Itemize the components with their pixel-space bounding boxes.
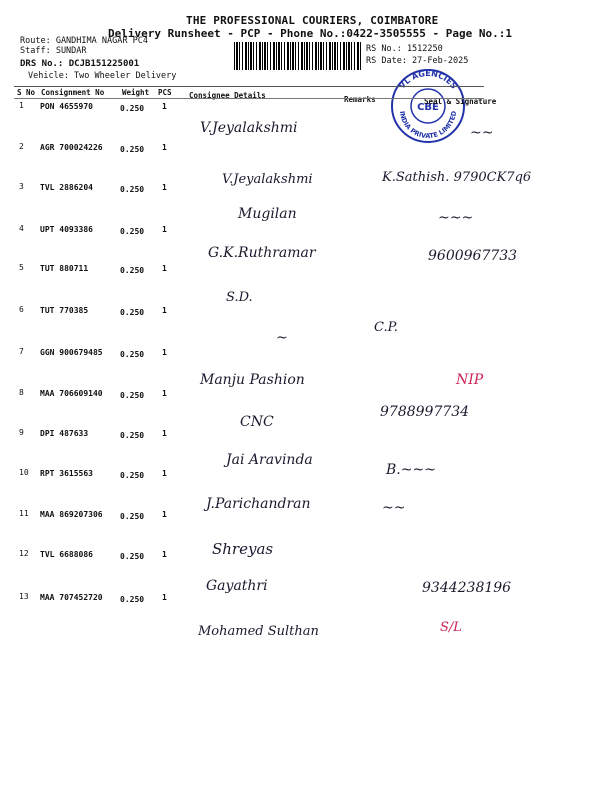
vehicle-label: Vehicle: Two Wheeler Delivery <box>28 71 177 81</box>
header-rule-top <box>14 86 484 87</box>
row-consignee-handwriting: Manju Pashion <box>200 372 305 388</box>
row-pcs: 1 <box>162 469 167 478</box>
col-seal: Seal & Signature <box>424 97 497 106</box>
row-sno: 5 <box>19 263 24 272</box>
row-consignment-no: AGR 700024226 <box>40 143 103 152</box>
row-weight: 0.250 <box>120 595 145 604</box>
row-signature-handwriting: ~~~ <box>438 210 474 226</box>
row-weight: 0.250 <box>120 552 145 561</box>
row-consignment-no: RPT 3615563 <box>40 469 93 478</box>
row-sno: 9 <box>19 428 24 437</box>
row-signature-handwriting: K.Sathish. 9790CK7q6 <box>382 170 532 185</box>
row-sno: 11 <box>19 509 29 518</box>
row-consignment-no: MAA 707452720 <box>40 593 103 602</box>
barcode-image <box>234 42 362 70</box>
row-pcs: 1 <box>162 102 167 111</box>
row-weight: 0.250 <box>120 104 145 113</box>
row-signature-handwriting: NIP <box>456 372 484 388</box>
row-signature-handwriting: 9600967733 <box>428 248 518 264</box>
row-consignee-handwriting: Mugilan <box>238 206 297 222</box>
row-sno: 7 <box>19 347 24 356</box>
row-signature-handwriting: 9788997734 <box>380 404 470 420</box>
stamp-center-text: CBE <box>417 102 439 113</box>
row-consignee-handwriting: V.Jeyalakshmi <box>200 120 298 136</box>
row-consignee-handwriting: Mohamed Sulthan <box>198 624 319 639</box>
col-pcs: PCS <box>158 88 172 97</box>
row-consignment-no: DPI 487633 <box>40 429 89 438</box>
row-consignment-no: TVL 6688086 <box>40 550 93 559</box>
row-signature-handwriting: B.~~~ <box>386 462 436 478</box>
col-sno: S No <box>17 88 36 97</box>
row-sno: 2 <box>19 142 24 151</box>
row-consignee-handwriting: G.K.Ruthramar <box>208 245 316 261</box>
row-pcs: 1 <box>162 306 167 315</box>
row-signature-handwriting: ~~ <box>470 125 494 141</box>
row-weight: 0.250 <box>120 391 145 400</box>
row-consignment-no: PON 4655970 <box>40 102 93 111</box>
row-consignee-handwriting: Jai Aravinda <box>226 452 313 468</box>
col-remarks: Remarks <box>344 95 376 104</box>
header-rule-bottom <box>14 98 484 99</box>
row-pcs: 1 <box>162 183 167 192</box>
row-pcs: 1 <box>162 429 167 438</box>
drs-number: DRS No.: DCJB151225001 <box>20 59 140 69</box>
stamp-top-text: VL AGENCIES <box>397 68 459 91</box>
row-weight: 0.250 <box>120 227 145 236</box>
row-consignee-handwriting: CNC <box>240 414 274 430</box>
row-sno: 1 <box>19 101 24 110</box>
row-consignee-handwriting: Shreyas <box>212 540 274 558</box>
row-consignee-handwriting: ~ <box>276 330 288 346</box>
col-consignee: Consignee Details <box>189 91 266 100</box>
row-sno: 13 <box>19 592 29 601</box>
col-weight: Weight <box>122 88 150 97</box>
row-sno: 6 <box>19 305 24 314</box>
row-consignment-no: MAA 869207306 <box>40 510 103 519</box>
row-consignment-no: TVL 2886204 <box>40 183 93 192</box>
stamp-bottom-text: INDIA PRIVATE LIMITED <box>398 110 459 141</box>
row-consignee-handwriting: Gayathri <box>206 578 268 594</box>
row-sno: 10 <box>19 468 29 477</box>
row-consignee-handwriting: J.Parichandran <box>206 496 311 512</box>
row-pcs: 1 <box>162 510 167 519</box>
row-weight: 0.250 <box>120 145 145 154</box>
row-consignee-handwriting: S.D. <box>226 290 253 305</box>
row-pcs: 1 <box>162 143 167 152</box>
row-consignment-no: TUT 880711 <box>40 264 89 273</box>
col-consignment: Consignment No <box>41 88 105 97</box>
row-consignment-no: GGN 900679485 <box>40 348 103 357</box>
row-consignment-no: UPT 4093386 <box>40 225 93 234</box>
row-pcs: 1 <box>162 348 167 357</box>
row-sno: 8 <box>19 388 24 397</box>
row-consignee-handwriting: V.Jeyalakshmi <box>222 172 313 187</box>
row-signature-handwriting: S/L <box>440 620 462 635</box>
row-pcs: 1 <box>162 225 167 234</box>
runsheet-title: Delivery Runsheet - PCP - Phone No.:0422-3505555 - Page No.:1 <box>108 27 512 40</box>
staff-label: Staff: SUNDAR <box>20 46 87 56</box>
row-sno: 4 <box>19 224 24 233</box>
company-seal-stamp <box>388 66 468 146</box>
svg-text:VL AGENCIES <box>397 69 458 91</box>
row-consignment-no: MAA 706609140 <box>40 389 103 398</box>
row-sno: 12 <box>19 549 29 558</box>
row-signature-handwriting: ~~ <box>382 500 406 516</box>
row-weight: 0.250 <box>120 185 145 194</box>
row-signature-handwriting: 9344238196 <box>422 580 512 596</box>
rs-date: RS Date: 27-Feb-2025 <box>366 56 469 66</box>
row-weight: 0.250 <box>120 512 145 521</box>
row-weight: 0.250 <box>120 350 145 359</box>
row-weight: 0.250 <box>120 431 145 440</box>
row-sno: 3 <box>19 182 24 191</box>
rs-number: RS No.: 1512250 <box>366 44 443 54</box>
row-signature-handwriting: C.P. <box>374 320 398 335</box>
row-weight: 0.250 <box>120 308 145 317</box>
row-pcs: 1 <box>162 264 167 273</box>
row-pcs: 1 <box>162 550 167 559</box>
row-weight: 0.250 <box>120 266 145 275</box>
company-title: THE PROFESSIONAL COURIERS, COIMBATORE <box>186 14 439 27</box>
row-weight: 0.250 <box>120 471 145 480</box>
row-consignment-no: TUT 770385 <box>40 306 89 315</box>
row-pcs: 1 <box>162 593 167 602</box>
route-label: Route: GANDHIMA NAGAR PC4 <box>20 36 148 46</box>
row-pcs: 1 <box>162 389 167 398</box>
